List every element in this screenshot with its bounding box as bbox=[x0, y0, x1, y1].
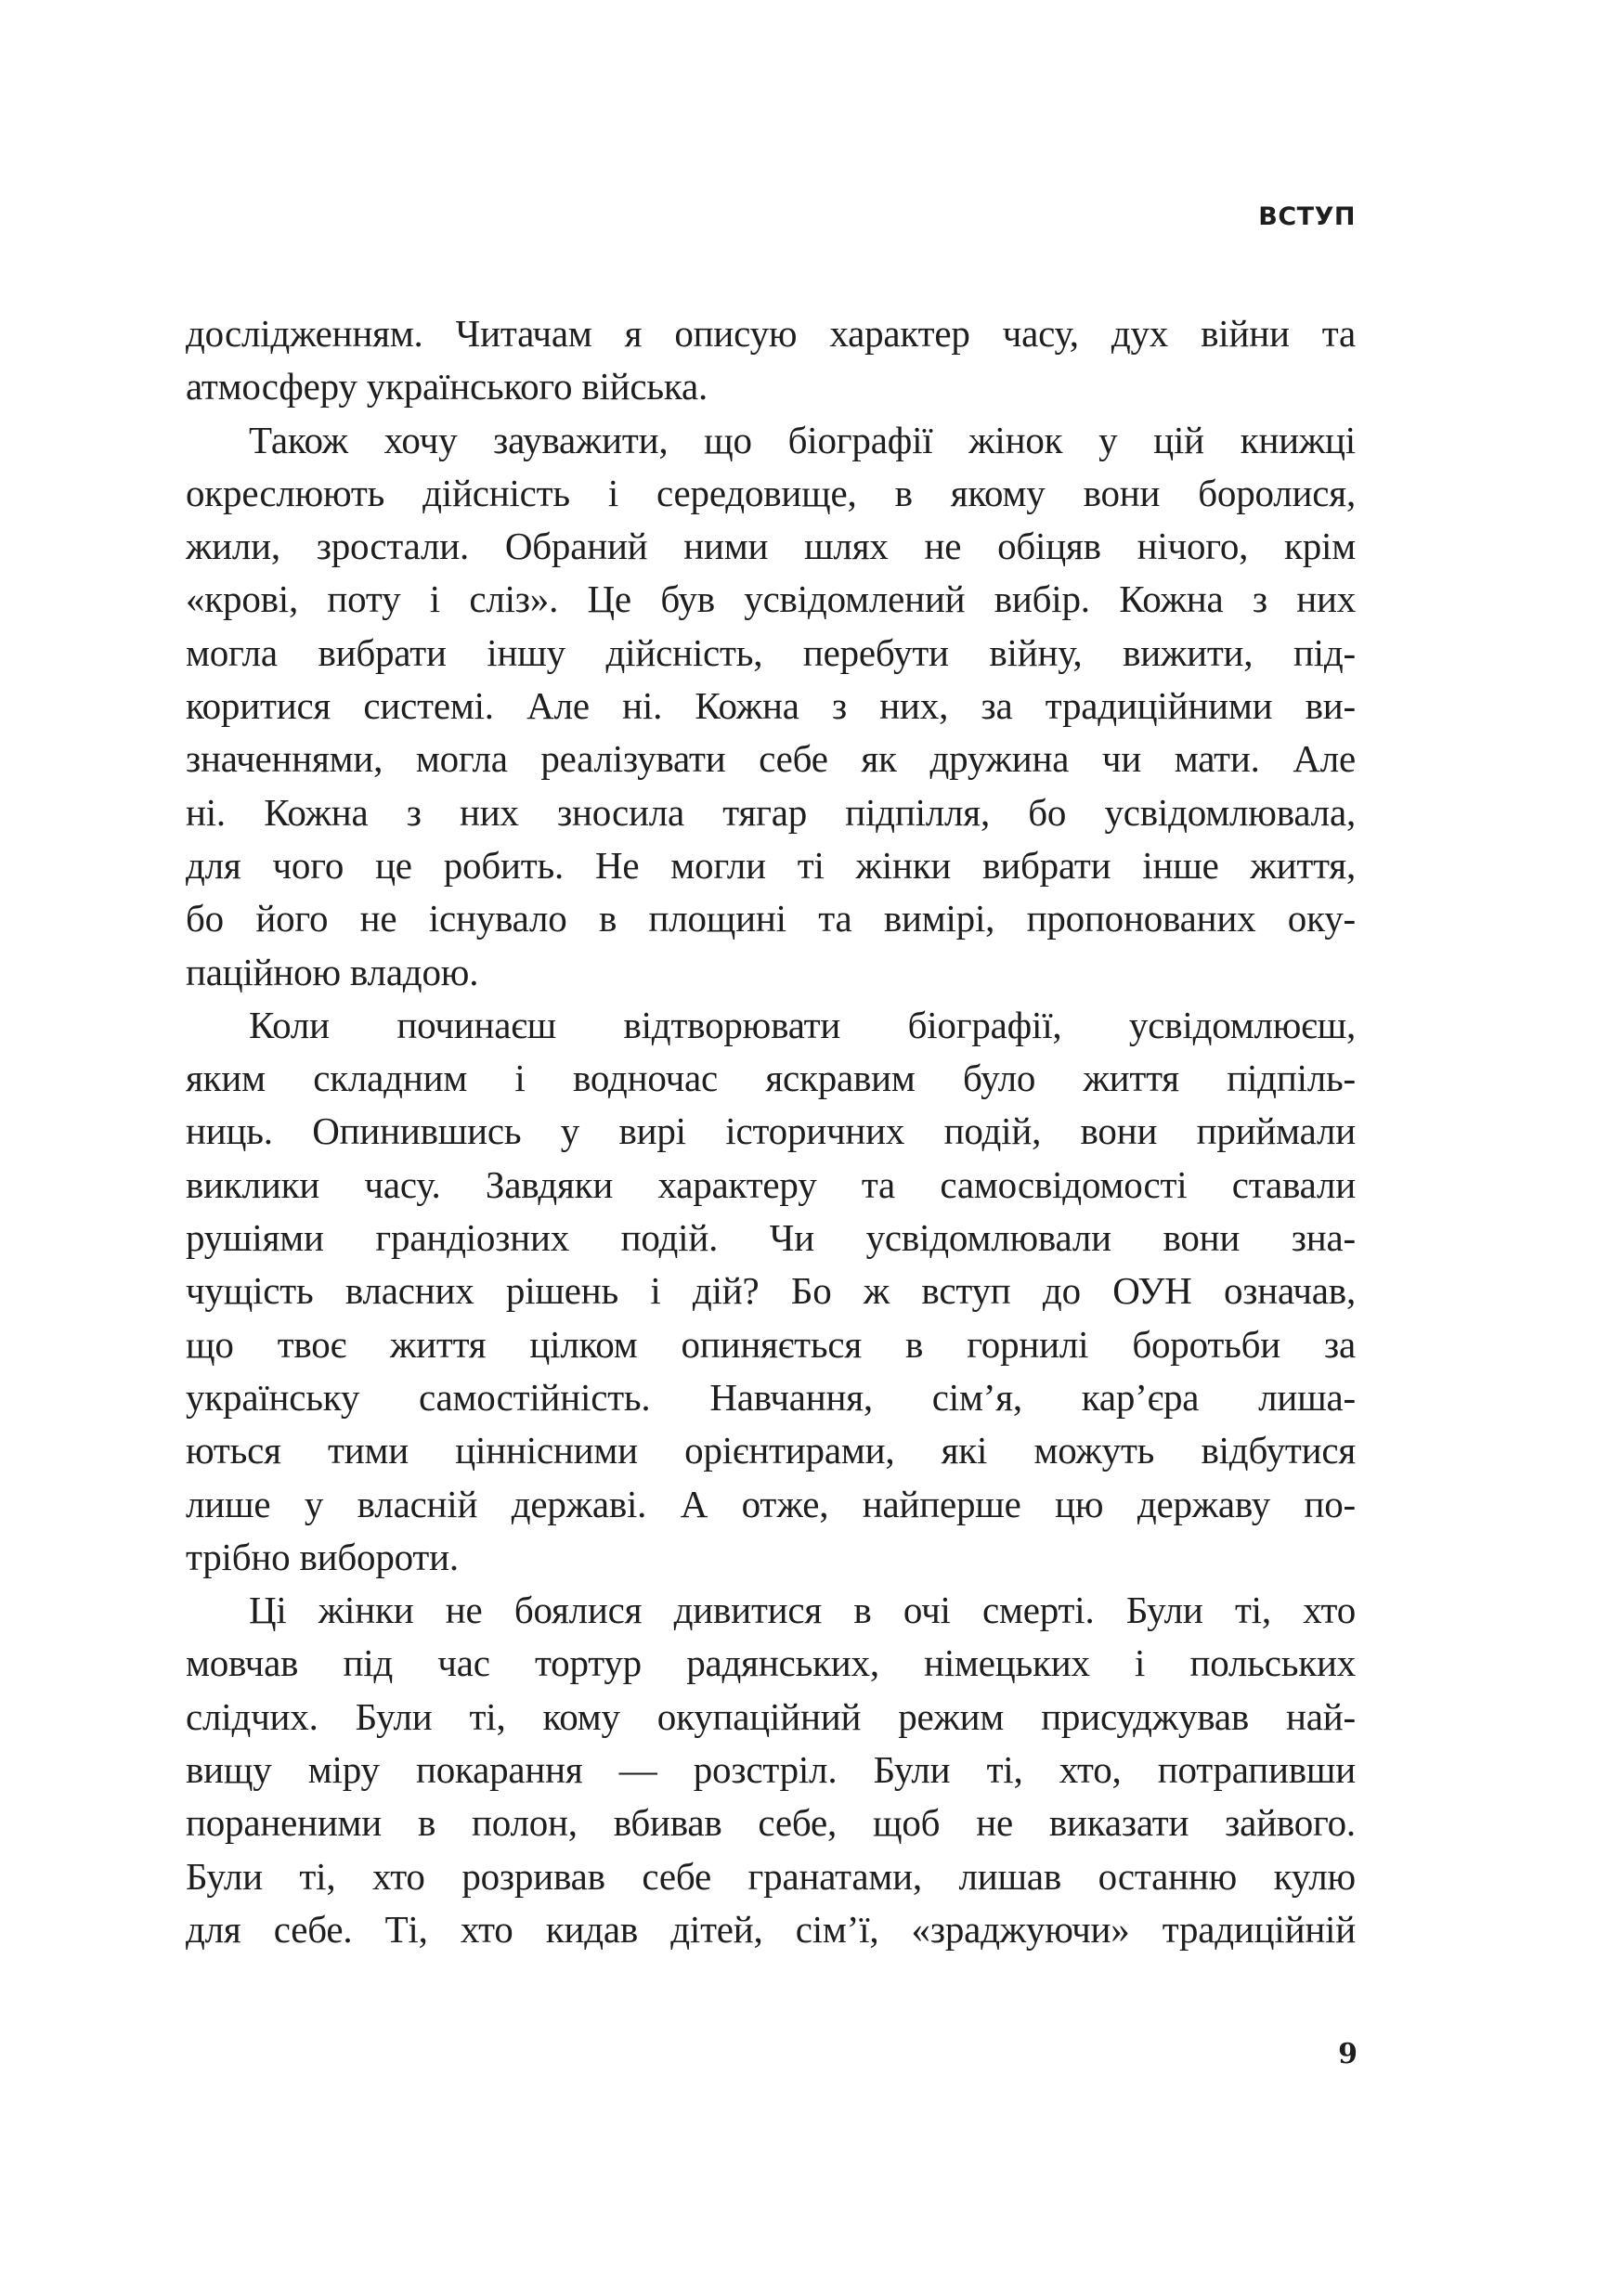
text-line: чущість власних рішень і дій? Бо ж вступ до ОУН означав, bbox=[186, 1269, 1356, 1313]
text-line: жили, зростали. Обраний ними шлях не обіцяв нічого, крім bbox=[186, 525, 1356, 568]
text-line: виклики часу. Завдяки характеру та самосвідомості ставали bbox=[186, 1162, 1356, 1206]
text-line: українську самостійність. Навчання, сім’я, кар’єра лиша- bbox=[186, 1375, 1356, 1419]
text-line: ються тими ціннісними орієнтирами, які можуть відбутися bbox=[186, 1429, 1356, 1472]
running-head: ВСТУП bbox=[1258, 202, 1356, 231]
text-line: пораненими в полон, вбивав себе, щоб не виказати зайвого. bbox=[186, 1801, 1356, 1845]
text-line: для чого це робить. Не могли ті жінки вибрати інше життя, bbox=[186, 843, 1356, 887]
text-line: бо його не існувало в площині та вимірі, пропонованих оку- bbox=[186, 897, 1356, 940]
text-line: лише у власній державі. А отже, найперше цю державу по- bbox=[186, 1482, 1356, 1525]
text-line: що твоє життя цілком опиняється в горнилі боротьби за bbox=[186, 1322, 1356, 1366]
text-line: вищу міру покарання — розстріл. Були ті, хто, потрапивши bbox=[186, 1748, 1356, 1792]
text-line: ні. Кожна з них зносила тягар підпілля, бо усвідомлювала, bbox=[186, 790, 1356, 834]
page-number: 9 bbox=[1338, 2038, 1358, 2070]
text-line: Також хочу зауважити, що біографії жінок у цій книжці bbox=[249, 418, 1356, 461]
text-line: могла вибрати іншу дійсність, перебути війну, вижити, під- bbox=[186, 630, 1356, 674]
text-line: для себе. Ті, хто кидав дітей, сім’ї, «зраджуючи» традиційній bbox=[186, 1907, 1356, 1951]
text-line: яким складним і водночас яскравим було життя підпіль- bbox=[186, 1057, 1356, 1100]
text-line: Коли починаєш відтворювати біографії, усвідомлюєш, bbox=[249, 1003, 1356, 1046]
body-text bbox=[186, 307, 1356, 1956]
text-line: ниць. Опинившись у вирі історичних подій, вони приймали bbox=[186, 1109, 1356, 1153]
text-line: дослідженням. Читачам я описую характер часу, дух війни та bbox=[186, 312, 1356, 355]
text-line: Ці жінки не боялися дивитися в очі смерті. Були ті, хто bbox=[249, 1589, 1356, 1632]
text-line: мовчав під час тортур радянських, німецьких і польських bbox=[186, 1641, 1356, 1685]
text-line: «крові, поту і сліз». Це був усвідомлений вибір. Кожна з них bbox=[186, 577, 1356, 621]
text-line: окреслюють дійсність і середовище, в якому вони боролися, bbox=[186, 471, 1356, 514]
text-line: Були ті, хто розривав себе гранатами, лишав останню кулю bbox=[186, 1854, 1356, 1898]
text-line: паційною владою. bbox=[186, 950, 479, 993]
text-line: значеннями, могла реалізувати себе як дружина чи мати. Але bbox=[186, 737, 1356, 781]
text-line: слідчих. Були ті, кому окупаційний режим присуджував най- bbox=[186, 1694, 1356, 1738]
text-line: коритися системі. Але ні. Кожна з них, за традиційними ви- bbox=[186, 684, 1356, 728]
text-line: трібно вибороти. bbox=[186, 1535, 459, 1578]
text-line: рушіями грандіозних подій. Чи усвідомлювали вони зна- bbox=[186, 1216, 1356, 1260]
text-line: атмосферу українського війська. bbox=[186, 365, 708, 409]
